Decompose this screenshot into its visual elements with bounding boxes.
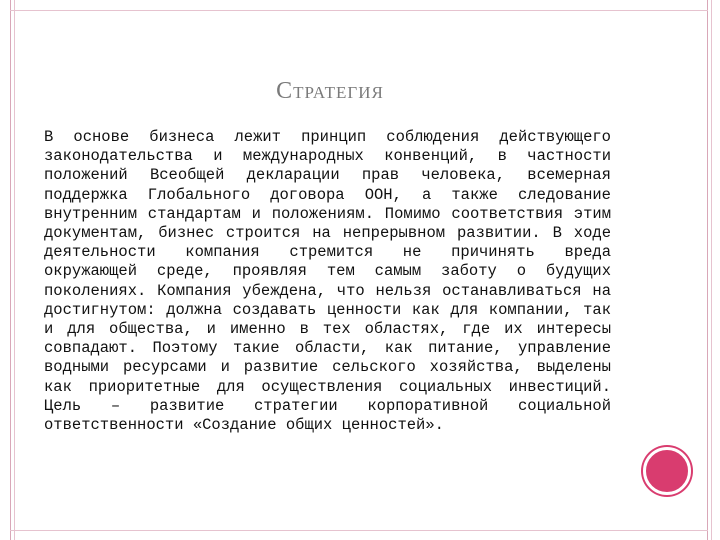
slide-body-text: В основе бизнеса лежит принцип соблюдения действующего законодательства и международных конвенций, в частности положений Всеобщей декларации прав человека, всемерная поддержка Глобального договора ООН, а также следование внутренним стандартам и положениям. Помимо соответствия этим документам, бизнес строится на непрерывном развитии. В ходе деятельности компания стремится не причинять вреда окружающей среде, проявляя тем самым заботу о будущих поколениях. Компания убеждена, что нельзя останавливаться на достигнутом: должна создавать ценности как для компании, так и для общества, и именно в тех областях, где их интересы совпадают. Поэтому такие области, как питание, управление водными ресурсами и развитие сельского хозяйства, выделены как приоритетные для осуществления социальных инвестиций. Цель – развитие стратегии корпоративной социальной ответственности «Создание общих ценностей». [44, 128, 611, 435]
frame-line-right-inner [711, 0, 712, 540]
decorative-circle [643, 447, 691, 495]
slide-title-initial: С [276, 78, 294, 104]
frame-line-bottom [10, 530, 708, 531]
frame-line-right [707, 0, 708, 540]
frame-line-top [10, 10, 708, 11]
slide-title [0, 78, 660, 105]
slide-title-rest: ТРАТЕГИЯ [293, 83, 384, 102]
